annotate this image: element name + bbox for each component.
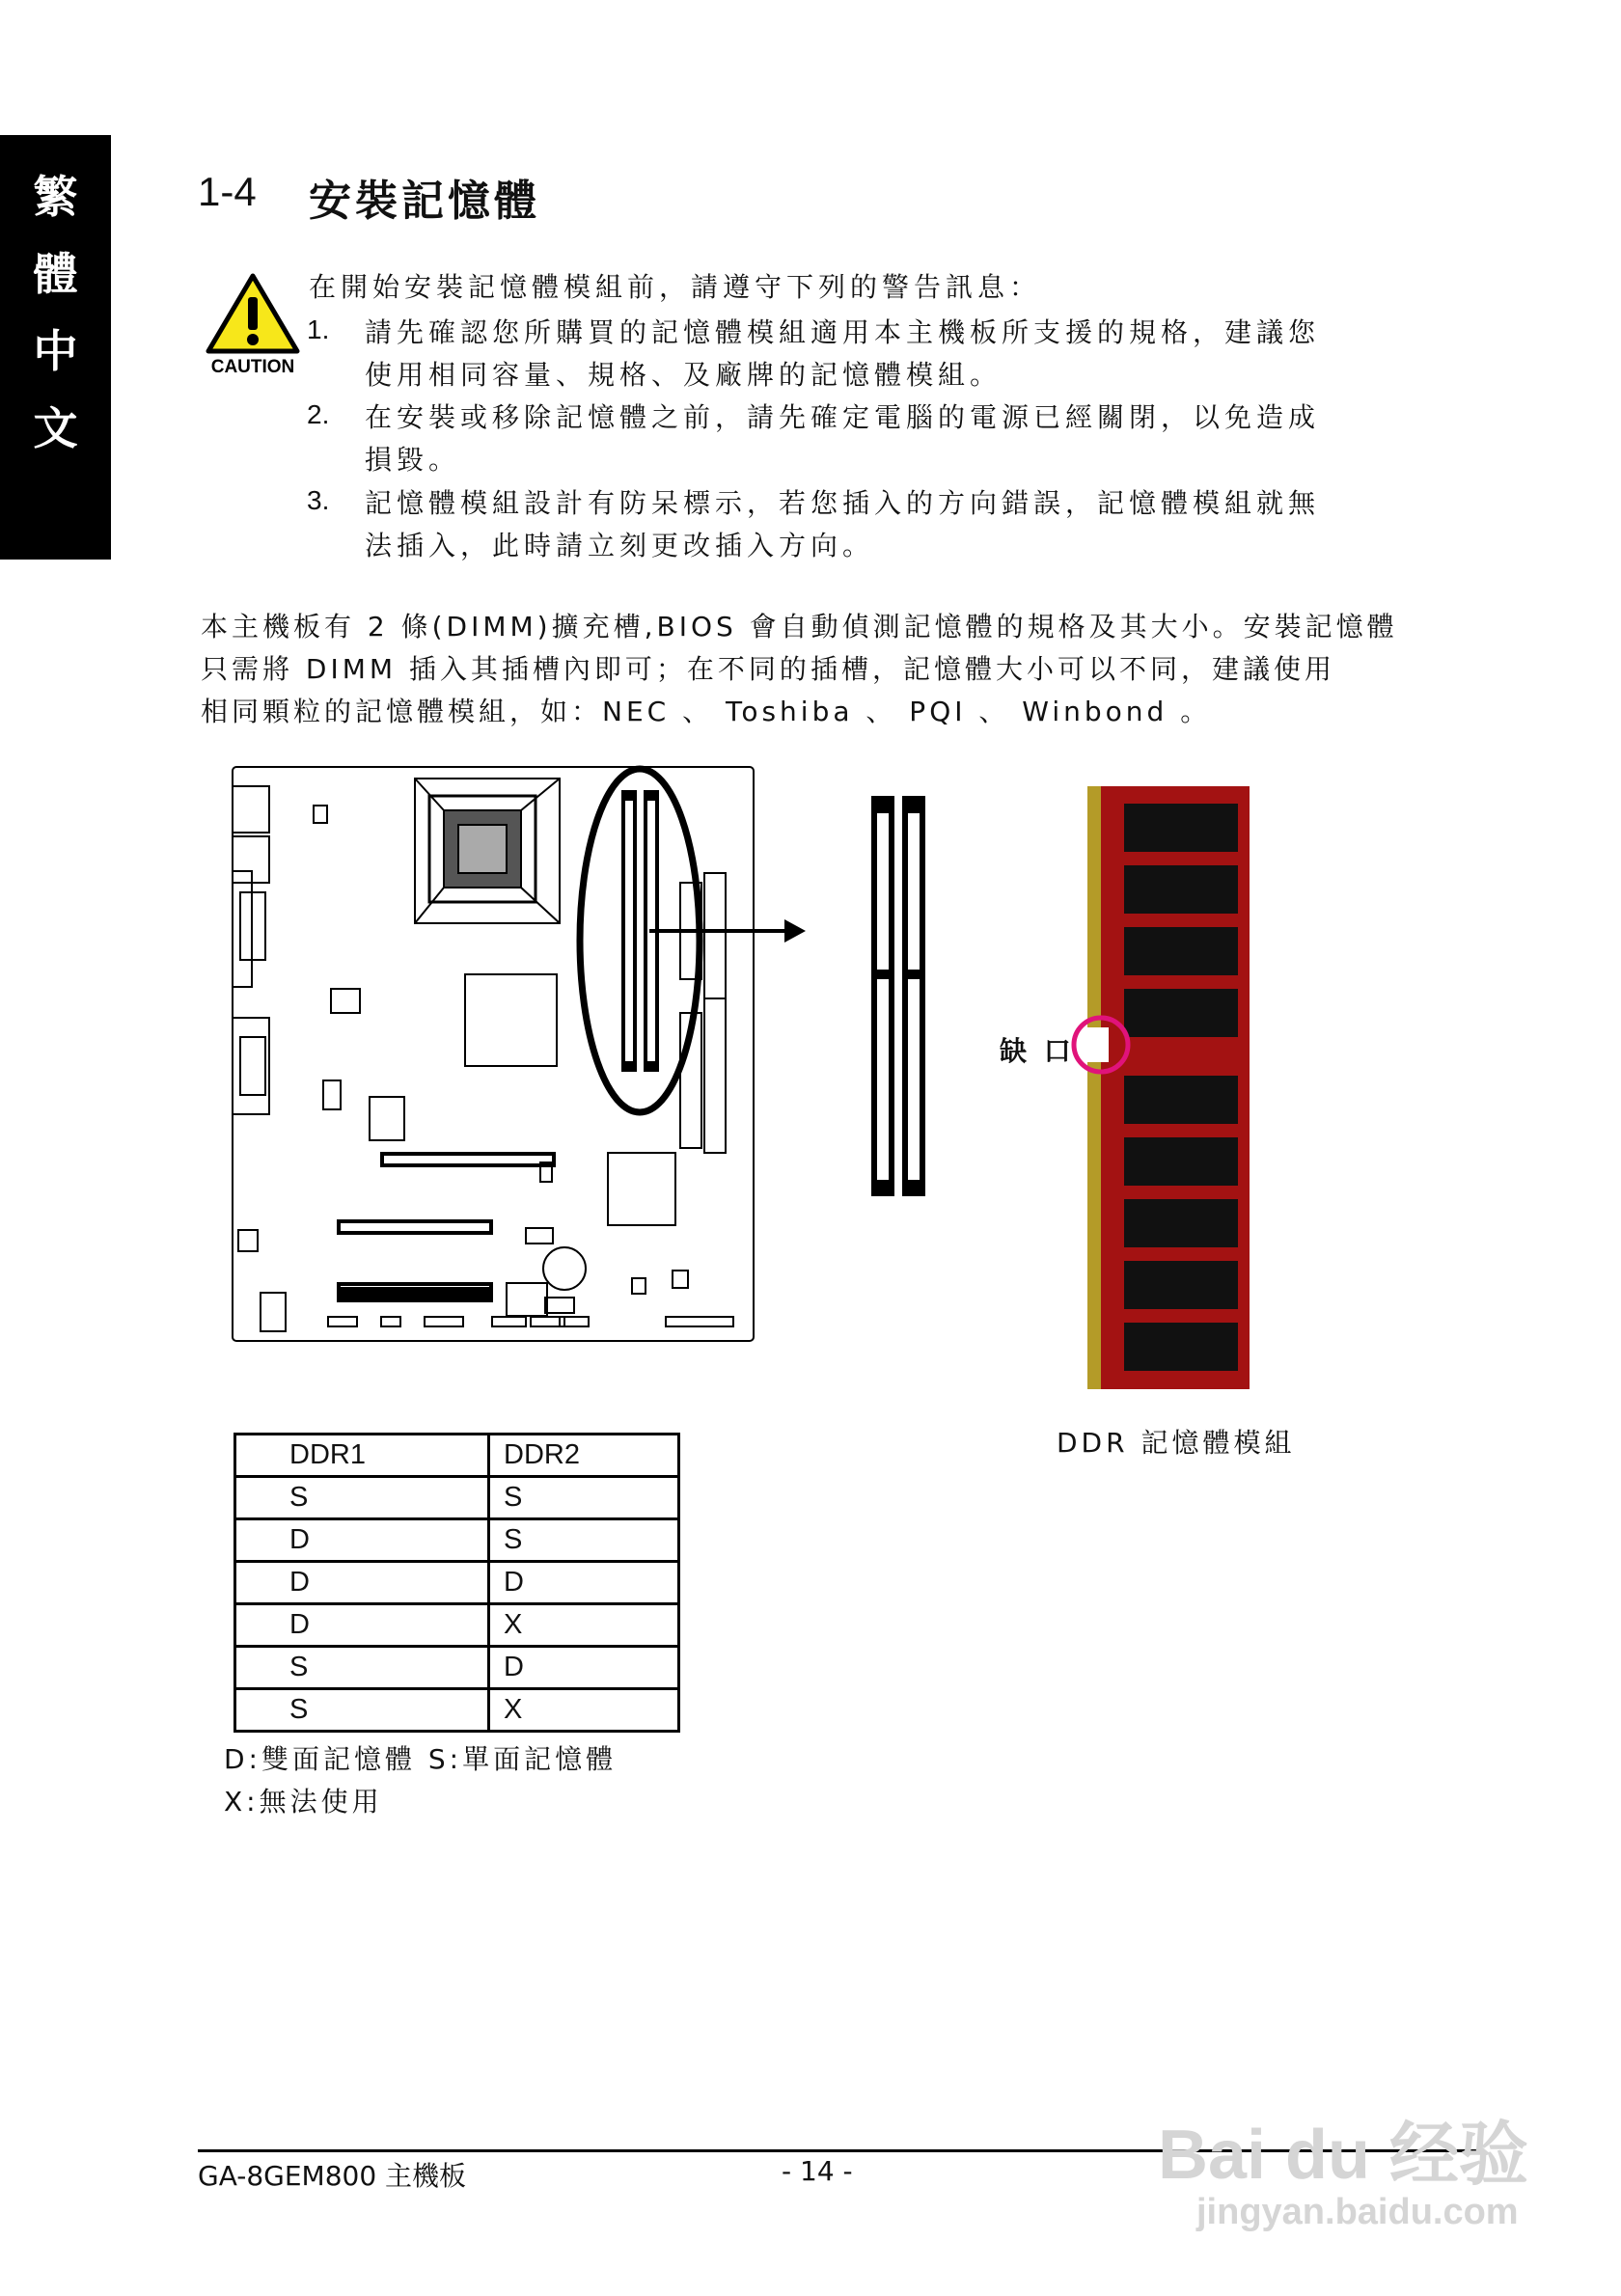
table-cell: S bbox=[235, 1647, 489, 1689]
table-cell: S bbox=[235, 1689, 489, 1732]
table-cell: X bbox=[489, 1604, 679, 1647]
table-header-row bbox=[235, 1435, 679, 1477]
side-tab-char: 中 bbox=[33, 325, 78, 377]
caution-label: CAUTION bbox=[210, 357, 295, 377]
table-cell: S bbox=[489, 1519, 679, 1562]
baidu-watermark-logo: Bai du 经验 bbox=[1158, 2117, 1529, 2194]
caution-item-number: 2. bbox=[307, 399, 330, 429]
side-tab-char: 繁 bbox=[33, 171, 78, 223]
language-side-tab bbox=[0, 135, 111, 560]
side-tab-char: 文 bbox=[33, 402, 78, 454]
section-number: 1-4 bbox=[198, 169, 257, 214]
motherboard-layout bbox=[233, 767, 754, 1341]
table-row bbox=[235, 1604, 679, 1647]
caution-item-text: 請先確認您所購買的記憶體模組適用本主機板所支援的規格，建議您 bbox=[365, 316, 1321, 348]
body-text-line: 本主機板有 2 條(DIMM)擴充槽,BIOS 會自動偵測記憶體的規格及其大小。安裝記憶體 bbox=[201, 611, 1398, 642]
table-row bbox=[235, 1689, 679, 1732]
footer-product: GA-8GEM800 主機板 bbox=[198, 2160, 467, 2192]
table-legend: X:無法使用 bbox=[224, 1786, 383, 1818]
caution-item-text: 損毀。 bbox=[365, 444, 461, 476]
section-title: 安裝記憶體 bbox=[309, 177, 540, 226]
table-legend: D:雙面記憶體 S:單面記憶體 bbox=[224, 1743, 618, 1775]
memory-install-diagram bbox=[227, 757, 1288, 1394]
table-cell: D bbox=[235, 1604, 489, 1647]
caution-item-text: 法插入，此時請立刻更改插入方向。 bbox=[365, 530, 875, 561]
caution-item-text: 在安裝或移除記憶體之前，請先確定電腦的電源已經關閉，以免造成 bbox=[365, 401, 1321, 433]
table-row bbox=[235, 1477, 679, 1519]
caution-item-text: 使用相同容量、規格、及廠牌的記憶體模組。 bbox=[365, 359, 1003, 391]
table-cell: D bbox=[235, 1519, 489, 1562]
body-text-line: 只需將 DIMM 插入其插槽內即可；在不同的插槽，記憶體大小可以不同，建議使用 bbox=[201, 653, 1335, 685]
table-cell: S bbox=[235, 1477, 489, 1519]
caution-icon bbox=[205, 272, 301, 378]
table-header-cell: DDR2 bbox=[489, 1435, 679, 1477]
page-number: - 14 - bbox=[782, 2155, 853, 2187]
table-row bbox=[235, 1519, 679, 1562]
table-cell: D bbox=[489, 1647, 679, 1689]
body-text-line: 相同顆粒的記憶體模組，如：NEC 、 Toshiba 、 PQI 、 Winbond 。 bbox=[201, 696, 1212, 727]
ddr-memory-module bbox=[1087, 786, 1250, 1389]
module-caption: DDR 記憶體模組 bbox=[1057, 1427, 1296, 1459]
dimm-slots-enlarged bbox=[871, 796, 925, 1196]
table-row bbox=[235, 1647, 679, 1689]
caution-item-number: 3. bbox=[307, 485, 330, 515]
baidu-watermark-url: jingyan.baidu.com bbox=[1196, 2192, 1519, 2232]
arrow-icon bbox=[649, 919, 806, 943]
table-cell: D bbox=[235, 1562, 489, 1604]
dimm-highlight-ellipse bbox=[580, 769, 700, 1112]
side-tab-char: 體 bbox=[33, 248, 78, 300]
table-header-cell: DDR1 bbox=[235, 1435, 489, 1477]
table-cell: X bbox=[489, 1689, 679, 1732]
notch-label: 缺 口 bbox=[1000, 1035, 1075, 1067]
table-row bbox=[235, 1562, 679, 1604]
table-cell: S bbox=[489, 1477, 679, 1519]
caution-intro: 在開始安裝記憶體模組前，請遵守下列的警告訊息： bbox=[309, 271, 1042, 303]
table-cell: D bbox=[489, 1562, 679, 1604]
caution-item-number: 1. bbox=[307, 314, 330, 344]
caution-item-text: 記憶體模組設計有防呆標示，若您插入的方向錯誤，記憶體模組就無 bbox=[365, 487, 1321, 519]
dimm-configuration-table bbox=[234, 1433, 680, 1733]
